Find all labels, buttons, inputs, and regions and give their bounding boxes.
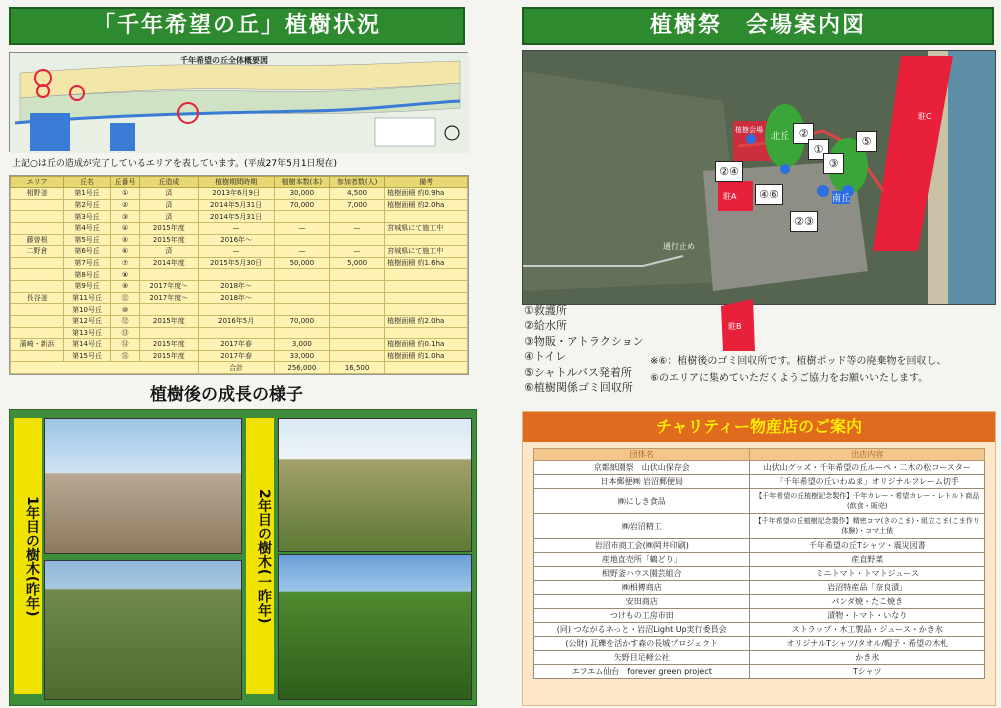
hill-table-row <box>11 199 468 211</box>
shop-item: 【千年希望の丘植樹記念製作】精密コマ(きのこま)・組立こま(こま作り体験)・コマ土俵 <box>750 514 985 539</box>
shop-item: ミニトマト・トマトジュース <box>750 567 985 581</box>
shop-org: 京都紙園祭 山伏山保存会 <box>534 461 750 475</box>
hill-cell-area: 二野倉 <box>11 246 64 258</box>
hill-cell-note: 植樹面積 約2.0ha <box>385 315 468 327</box>
hill-table-row <box>11 339 468 351</box>
hill-cell-people <box>329 234 384 246</box>
marker-5: ⑤ <box>856 131 877 152</box>
hill-cell-status: 済 <box>140 199 198 211</box>
hill-cell-period: 2016年5月 <box>198 315 274 327</box>
hill-cell-note <box>385 269 468 281</box>
hill-cell-trees <box>274 269 329 281</box>
hill-cell-trees <box>274 304 329 316</box>
hill-cell-name: 第15号丘 <box>64 350 111 362</box>
year2-photo-bottom <box>278 554 472 700</box>
hill-cell-note: 宮城県にて施工中 <box>385 222 468 234</box>
hill-cell-name: 第3号丘 <box>64 211 111 223</box>
hill-cell-people: — <box>329 222 384 234</box>
hill-cell-status: 2015年度 <box>140 350 198 362</box>
hill-cell-people <box>329 304 384 316</box>
hill-cell-period: 2018年〜 <box>198 281 274 293</box>
hill-cell-area <box>11 327 64 339</box>
hill-cell-status: 2017年度〜 <box>140 292 198 304</box>
garbage-note <box>650 353 947 387</box>
hill-cell-status: 2015年度 <box>140 222 198 234</box>
shop-org: 日本郵便㈱ 岩沼郵便局 <box>534 475 750 489</box>
hill-table-row <box>11 315 468 327</box>
shop-item: 岩沼特産品「奈良漬」 <box>750 581 985 595</box>
hill-cell-people <box>329 281 384 293</box>
hill-cell-note: 植樹面積 約1.0ha <box>385 350 468 362</box>
hill-cell-period <box>198 269 274 281</box>
hill-cell-area <box>11 222 64 234</box>
hill-cell-trees <box>274 281 329 293</box>
hill-cell-trees: 33,000 <box>274 350 329 362</box>
hill-cell-num: ⑨ <box>110 281 139 293</box>
note-line-1: ※⑥：植樹後のゴミ回収所です。植樹ポッド等の廃棄物を回収し、 <box>650 356 947 367</box>
legend-item: ③物販・アトラクション <box>524 334 644 348</box>
hill-table-row <box>11 234 468 246</box>
hill-cell-num: ③ <box>110 211 139 223</box>
shop-org: 産地直売所「鶴どり」 <box>534 553 750 567</box>
hill-table-header: 植樹本数(本) <box>274 177 329 188</box>
hill-cell-area <box>11 199 64 211</box>
note-line-2: ⑥のエリアに集めていただくようご協力をお願いいたします。 <box>650 373 929 384</box>
hill-cell-status: 済 <box>140 246 198 258</box>
left-header-bar <box>9 7 465 45</box>
hill-cell-trees: — <box>274 246 329 258</box>
shop-org: 岩沼市商工会(㈱岡井印刷) <box>534 539 750 553</box>
shop-row <box>534 461 985 475</box>
shop-org: ㈱岩沼精工 <box>534 514 750 539</box>
hill-cell-status: 2015年度 <box>140 315 198 327</box>
shop-org: エフエム仙台 forever green project <box>534 665 750 679</box>
hill-overview-map <box>9 52 468 152</box>
shop-item: 【千年希望の丘植樹記念製作】千年カレー・希望カレー・レトルト商品(飲食・販売) <box>750 489 985 514</box>
hill-cell-num: ⑭ <box>110 339 139 351</box>
venue-legend <box>524 303 644 395</box>
hill-cell-num: ⑫ <box>110 315 139 327</box>
shop-row <box>534 623 985 637</box>
label-parking-b: 駐B <box>728 322 742 331</box>
hill-cell-area: 相野釜 <box>11 188 64 200</box>
hill-cell-note <box>385 234 468 246</box>
charity-shop-panel <box>522 411 996 706</box>
hill-cell-period: 2018年〜 <box>198 292 274 304</box>
hill-status-table <box>9 175 469 375</box>
label-south-hill: 南丘 <box>832 191 850 204</box>
hill-cell-period <box>198 304 274 316</box>
charity-shop-title: チャリティー物産店のご案内 <box>523 412 995 442</box>
hill-cell-status: 済 <box>140 188 198 200</box>
hill-table-row <box>11 292 468 304</box>
hill-cell-note: 植樹面積 約0.9ha <box>385 188 468 200</box>
hill-cell-period: — <box>198 222 274 234</box>
shop-item: 産直野菜 <box>750 553 985 567</box>
map-title: 千年希望の丘全体概要図 <box>180 56 268 65</box>
hill-cell-name: 第12号丘 <box>64 315 111 327</box>
shop-row <box>534 489 985 514</box>
label-road-closed: 通行止め <box>663 242 695 251</box>
hill-cell-area <box>11 315 64 327</box>
hill-cell-num: ⑪ <box>110 292 139 304</box>
hill-table-header: 植樹期間時期 <box>198 177 274 188</box>
hill-cell-trees <box>274 292 329 304</box>
hill-cell-period: 2017年春 <box>198 350 274 362</box>
hill-cell-trees: 70,000 <box>274 315 329 327</box>
marker-1: ① <box>808 139 829 160</box>
hill-cell-area: 蒲崎・新浜 <box>11 339 64 351</box>
hill-cell-num: ⑦ <box>110 257 139 269</box>
total-label: 合計 <box>198 362 274 374</box>
hill-cell-period: 2017年春 <box>198 339 274 351</box>
hill-cell-area <box>11 304 64 316</box>
shop-row <box>534 651 985 665</box>
hill-cell-people <box>329 327 384 339</box>
marker-3-north: ③ <box>823 153 844 174</box>
growth-photo-panel <box>9 409 477 706</box>
hill-cell-status <box>140 327 198 339</box>
hill-table-header: 丘番号 <box>110 177 139 188</box>
legend-item: ①救護所 <box>524 304 567 317</box>
hill-cell-status: 2015年度 <box>140 339 198 351</box>
hill-cell-note: 植樹面積 約0.1ha <box>385 339 468 351</box>
hill-cell-people: — <box>329 246 384 258</box>
hill-cell-num: ⑮ <box>110 350 139 362</box>
hill-cell-num: ② <box>110 199 139 211</box>
shop-item: 千年希望の丘Tシャツ・震災図書 <box>750 539 985 553</box>
hill-cell-note: 植樹面積 約2.0ha <box>385 199 468 211</box>
hill-table-header: エリア <box>11 177 64 188</box>
shop-row <box>534 595 985 609</box>
label-parking-c: 駐C <box>918 112 932 121</box>
hill-table-row <box>11 257 468 269</box>
hill-cell-trees: 70,000 <box>274 199 329 211</box>
hill-cell-area <box>11 269 64 281</box>
hill-cell-name: 第13号丘 <box>64 327 111 339</box>
hill-overview-map-graphic <box>10 53 469 153</box>
shop-item: パンダ焼・たこ焼き <box>750 595 985 609</box>
hill-cell-people <box>329 211 384 223</box>
hill-cell-status <box>140 304 198 316</box>
hill-cell-note <box>385 211 468 223</box>
shop-item: かき氷 <box>750 651 985 665</box>
shop-row <box>534 539 985 553</box>
hill-cell-trees: 3,000 <box>274 339 329 351</box>
hill-cell-name: 第6号丘 <box>64 246 111 258</box>
right-header-title: 植樹祭 会場案内図 <box>649 13 866 38</box>
legend-item: ⑤シャトルバス発着所 <box>524 365 632 379</box>
hill-cell-status <box>140 269 198 281</box>
hill-cell-period: 2014年5月31日 <box>198 211 274 223</box>
hill-cell-num: ⑤ <box>110 234 139 246</box>
hill-table-row <box>11 211 468 223</box>
hill-cell-status: 2014年度 <box>140 257 198 269</box>
hill-cell-period: 2015年5月30日 <box>198 257 274 269</box>
year1-label: 1年目の樹木(昨年) <box>14 418 42 694</box>
shop-org: (公財) 瓦礫を活かす森の長城プロジェクト <box>534 637 750 651</box>
year2-photo-top <box>278 418 472 552</box>
year1-photo-bottom <box>44 560 242 700</box>
hill-cell-name: 第4号丘 <box>64 222 111 234</box>
label-parking-a: 駐A <box>723 192 737 201</box>
shop-item: 「千年希望の丘いわぬま」オリジナルフレーム切手 <box>750 475 985 489</box>
shop-item: オリジナルTシャツ/タオル/帽子・希望の木札 <box>750 637 985 651</box>
hill-cell-note <box>385 304 468 316</box>
hill-cell-people: 7,000 <box>329 199 384 211</box>
hill-cell-people: 4,500 <box>329 188 384 200</box>
shop-row <box>534 581 985 595</box>
hill-cell-status: 2017年度〜 <box>140 281 198 293</box>
hill-cell-period <box>198 327 274 339</box>
hill-cell-name: 第9号丘 <box>64 281 111 293</box>
hill-table-row <box>11 188 468 200</box>
shop-item: Tシャツ <box>750 665 985 679</box>
hill-cell-name: 第8号丘 <box>64 269 111 281</box>
hill-cell-num: ④ <box>110 222 139 234</box>
legend-item: ②給水所 <box>524 319 567 333</box>
year2-label: 2年目の樹木(一昨年) <box>246 418 274 694</box>
hill-cell-num: ⑬ <box>110 327 139 339</box>
hill-table-row <box>11 281 468 293</box>
shop-col-item: 出店内容 <box>750 449 985 461</box>
shop-row <box>534 514 985 539</box>
marker-2-north: ② <box>793 123 814 144</box>
total-people: 16,500 <box>329 362 384 374</box>
map-caption: 上記○は丘の造成が完了しているエリアを表しています。(平成27年5月1日現在) <box>12 159 338 169</box>
hill-table-row <box>11 222 468 234</box>
hill-cell-note <box>385 327 468 339</box>
hill-cell-people <box>329 269 384 281</box>
hill-cell-trees: 50,000 <box>274 257 329 269</box>
hill-cell-num: ⑧ <box>110 269 139 281</box>
hill-cell-note: 植樹面積 約1.6ha <box>385 257 468 269</box>
hill-cell-name: 第11号丘 <box>64 292 111 304</box>
shop-row <box>534 553 985 567</box>
shop-item: 山伏山グッズ・千年希望の丘ルーペ・二木の松コースター <box>750 461 985 475</box>
hill-cell-area <box>11 350 64 362</box>
hill-cell-num: ⑥ <box>110 246 139 258</box>
shop-row <box>534 567 985 581</box>
left-header-title: 「千年希望の丘」植樹状況 <box>92 13 381 38</box>
hill-cell-area <box>11 211 64 223</box>
shop-org: ㈱にしき食品 <box>534 489 750 514</box>
hill-cell-area <box>11 257 64 269</box>
total-trees: 256,000 <box>274 362 329 374</box>
hill-cell-trees <box>274 234 329 246</box>
hill-cell-period: 2013年6月9日 <box>198 188 274 200</box>
hill-cell-num: ① <box>110 188 139 200</box>
hill-cell-name: 第14号丘 <box>64 339 111 351</box>
hill-cell-area: 藤曽根 <box>11 234 64 246</box>
legend-item: ⑥植樹関係ゴミ回収所 <box>524 381 633 395</box>
marker-24: ②④ <box>715 161 743 182</box>
shop-org: ㈱相傳商店 <box>534 581 750 595</box>
hill-cell-name: 第7号丘 <box>64 257 111 269</box>
hill-cell-people <box>329 315 384 327</box>
hill-table-row <box>11 327 468 339</box>
shop-item: 漬物・トマト・いなり <box>750 609 985 623</box>
hill-table-row <box>11 350 468 362</box>
hill-cell-note <box>385 281 468 293</box>
hill-table-header: 丘造成 <box>140 177 198 188</box>
hill-cell-name: 第10号丘 <box>64 304 111 316</box>
shop-row <box>534 665 985 679</box>
shop-org: 相野釜ハウス園芸組合 <box>534 567 750 581</box>
hill-table-row <box>11 269 468 281</box>
hill-cell-people <box>329 292 384 304</box>
hill-table-row <box>11 246 468 258</box>
hill-cell-name: 第5号丘 <box>64 234 111 246</box>
hill-cell-trees: — <box>274 222 329 234</box>
shop-row <box>534 637 985 651</box>
shop-row <box>534 475 985 489</box>
hill-cell-status: 2015年度 <box>140 234 198 246</box>
charity-shop-table <box>533 448 985 679</box>
hill-cell-note: 宮城県にて施工中 <box>385 246 468 258</box>
hill-cell-period: 2014年5月31日 <box>198 199 274 211</box>
shop-org: (同) つながるネっと・岩沼Light Up実行委員会 <box>534 623 750 637</box>
hill-cell-trees: 30,000 <box>274 188 329 200</box>
hill-cell-people <box>329 339 384 351</box>
hill-cell-status: 済 <box>140 211 198 223</box>
right-header-bar <box>522 7 994 45</box>
shop-col-org: 団体名 <box>534 449 750 461</box>
label-north-hill: 北丘 <box>771 132 790 142</box>
hill-cell-period: 2016年〜 <box>198 234 274 246</box>
hill-cell-period: — <box>198 246 274 258</box>
hill-cell-area <box>11 281 64 293</box>
shop-row <box>534 609 985 623</box>
hill-cell-people <box>329 350 384 362</box>
hill-cell-trees <box>274 211 329 223</box>
hill-cell-name: 第2号丘 <box>64 199 111 211</box>
marker-46: ④⑥ <box>755 184 783 205</box>
shop-org: つけもの工房市田 <box>534 609 750 623</box>
hill-cell-name: 第1号丘 <box>64 188 111 200</box>
hill-table-row <box>11 304 468 316</box>
shop-item: ストラップ・木工製品・ジュース・かき氷 <box>750 623 985 637</box>
shop-org: 安田商店 <box>534 595 750 609</box>
label-entrance: 植樹会場 <box>735 126 763 134</box>
hill-cell-note <box>385 292 468 304</box>
year1-photo-top <box>44 418 242 554</box>
shop-org: 矢野目足軽公社 <box>534 651 750 665</box>
hill-table-header: 丘名 <box>64 177 111 188</box>
hill-cell-area: 長谷釜 <box>11 292 64 304</box>
venue-map-graphic <box>523 51 995 304</box>
hill-table-header: 備考 <box>385 177 468 188</box>
hill-table-header: 参加者数(人) <box>329 177 384 188</box>
hill-table-total-row <box>11 362 468 374</box>
growth-title: 植樹後の成長の様子 <box>150 385 303 405</box>
legend-item: ④トイレ <box>524 350 567 364</box>
marker-23: ②③ <box>790 211 818 232</box>
hill-cell-people: 5,000 <box>329 257 384 269</box>
hill-cell-trees <box>274 327 329 339</box>
hill-cell-num: ⑩ <box>110 304 139 316</box>
